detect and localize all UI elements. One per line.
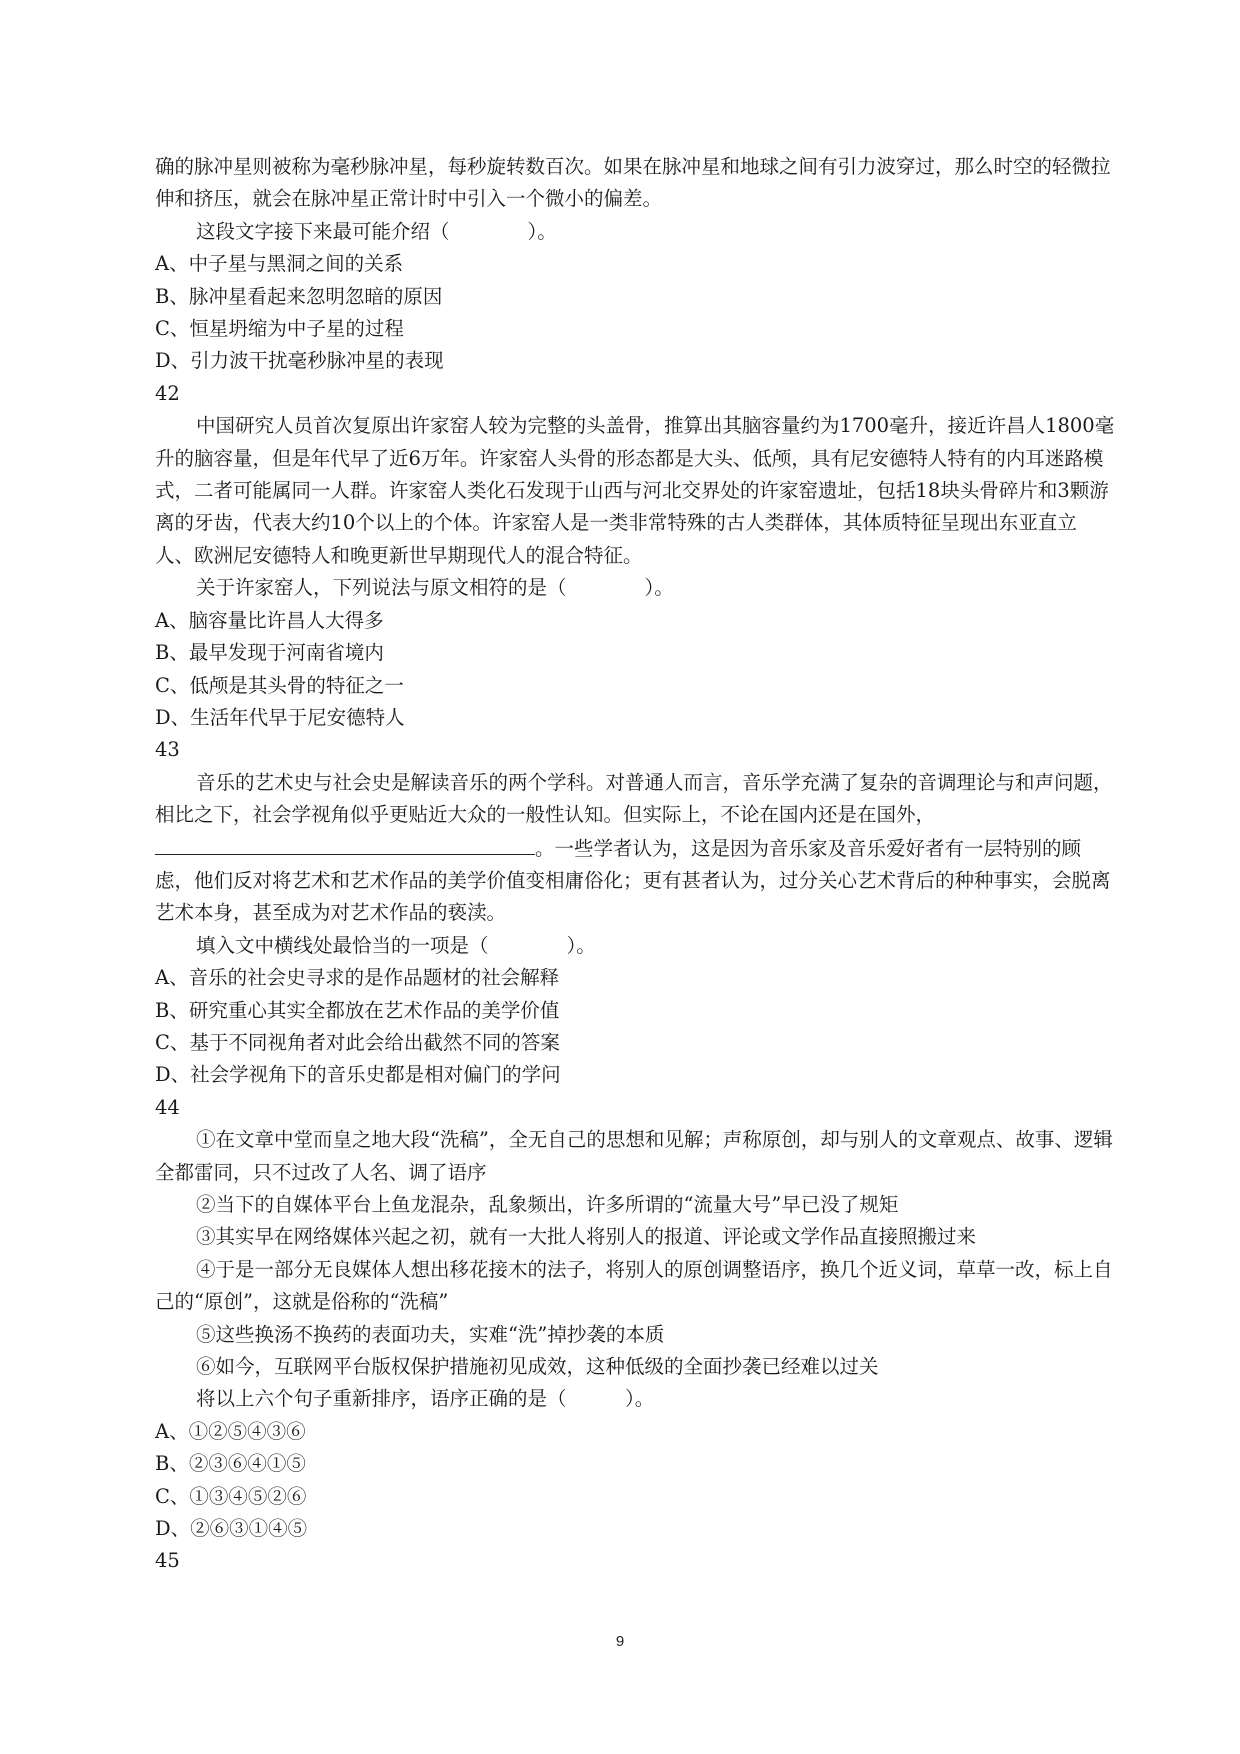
q45-number: 45 [155, 1549, 180, 1573]
q43-option-d: D、社会学视角下的音乐史都是相对偏门的学问 [155, 1063, 561, 1087]
q43-question: 填入文中横线处最恰当的一项是（ ）。 [195, 933, 596, 957]
q42-option-b: B、最早发现于河南省境内 [155, 641, 384, 665]
q42-question: 关于许家窑人，下列说法与原文相符的是（ ）。 [195, 576, 674, 600]
q41-option-c: C、恒星坍缩为中子星的过程 [155, 317, 404, 341]
q44-sentence-2: ②当下的自媒体平台上鱼龙混杂，乱象频出，许多所谓的“流量大号”早已没了规矩 [195, 1193, 899, 1216]
q42-number: 42 [155, 381, 180, 405]
q43-passage [155, 767, 1115, 930]
q44-sentence-1: ①在文章中堂而皇之地大段“洗稿”，全无自己的思想和见解；声称原创，却与别人的文章观点、故事、逻辑全都雷同，只不过改了人名、调了语序 [155, 1128, 1113, 1184]
q44-sentence-4: ④于是一部分无良媒体人想出移花接木的法子，将别人的原创调整语序，换几个近义词，草草一改，标上自己的“原创”，这就是俗称的“洗稿” [155, 1257, 1113, 1314]
q42-option-a: A、脑容量比许昌人大得多 [155, 608, 384, 632]
q41-option-a: A、中子星与黑洞之间的关系 [155, 252, 404, 276]
q43-passage-part2: 。一些学者认为，这是因为音乐家及音乐爱好者有一层特别的顾虑，他们反对将艺术和艺术作品的美学价值变相庸俗化；更有甚者认为，过分关心艺术背后的种种事实，会脱离艺术本身，甚至成为对艺术作品的亵渎。 [155, 836, 1111, 925]
fill-in-blank-line [155, 832, 535, 855]
q43-option-b: B、研究重心其实全都放在艺术作品的美学价值 [155, 998, 560, 1022]
page-number: 9 [615, 1633, 625, 1650]
q42-option-d: D、生活年代早于尼安德特人 [155, 705, 405, 729]
q44-option-a: A、①②⑤④③⑥ [155, 1419, 306, 1443]
q44-option-d: D、②⑥③①④⑤ [155, 1517, 308, 1541]
q41-question: 这段文字接下来最可能介绍（ ）。 [195, 219, 557, 243]
q41-option-b: B、脉冲星看起来忽明忽暗的原因 [155, 284, 443, 308]
q44-question: 将以上六个句子重新排序，语序正确的是（ ）。 [195, 1387, 655, 1411]
q43-option-a: A、音乐的社会史寻求的是作品题材的社会解释 [155, 966, 560, 990]
q44-option-b: B、②③⑥④①⑤ [155, 1452, 306, 1476]
q41-option-d: D、引力波干扰毫秒脉冲星的表现 [155, 349, 444, 373]
q42-option-c: C、低颅是其头骨的特征之一 [155, 673, 404, 697]
q44-sentence-6: ⑥如今，互联网平台版权保护措施初见成效，这种低级的全面抄袭已经难以过关 [195, 1355, 879, 1379]
q43-passage-part1: 音乐的艺术史与社会史是解读音乐的两个学科。对普通人而言，音乐学充满了复杂的音调理论与和声问题，相比之下，社会学视角似乎更贴近大众的一般性认知。但实际上，不论在国内还是在国外， [155, 770, 1113, 827]
q43-option-c: C、基于不同视角者对此会给出截然不同的答案 [155, 1030, 560, 1054]
q43-number: 43 [155, 738, 180, 762]
q41-passage-end: 确的脉冲星则被称为毫秒脉冲星，每秒旋转数百次。如果在脉冲星和地球之间有引力波穿过，那么时空的轻微拉伸和挤压，就会在脉冲星正常计时中引入一个微小的偏差。 [155, 155, 1111, 211]
q42-passage: 中国研究人员首次复原出许家窑人较为完整的头盖骨，推算出其脑容量约为1700毫升，接近许昌人1800毫升的脑容量，但是年代早了近6万年。许家窑人头骨的形态都是大头、低颅，具有尼安德特人特有的内耳迷路模式，二者可能属同一人群。许家窑人类化石发现于山西与河北交界处的许家窑遗址，包括18块头骨碎片和3颗游离的牙齿，代表大约10个以上的个体。许家窑人是一类非常特殊的古人类群体，其体质特征呈现出东亚直立人、欧洲尼安德特人和晚更新世早期现代人的混合特征。 [155, 414, 1115, 567]
page-content [155, 151, 1115, 1578]
q44-number: 44 [155, 1095, 180, 1119]
q44-option-c: C、①③④⑤②⑥ [155, 1484, 307, 1508]
q44-sentence-3: ③其实早在网络媒体兴起之初，就有一大批人将别人的报道、评论或文学作品直接照搬过来 [195, 1225, 976, 1249]
q44-sentence-5: ⑤这些换汤不换药的表面功夫，实难“洗”掉抄袭的本质 [195, 1322, 665, 1346]
